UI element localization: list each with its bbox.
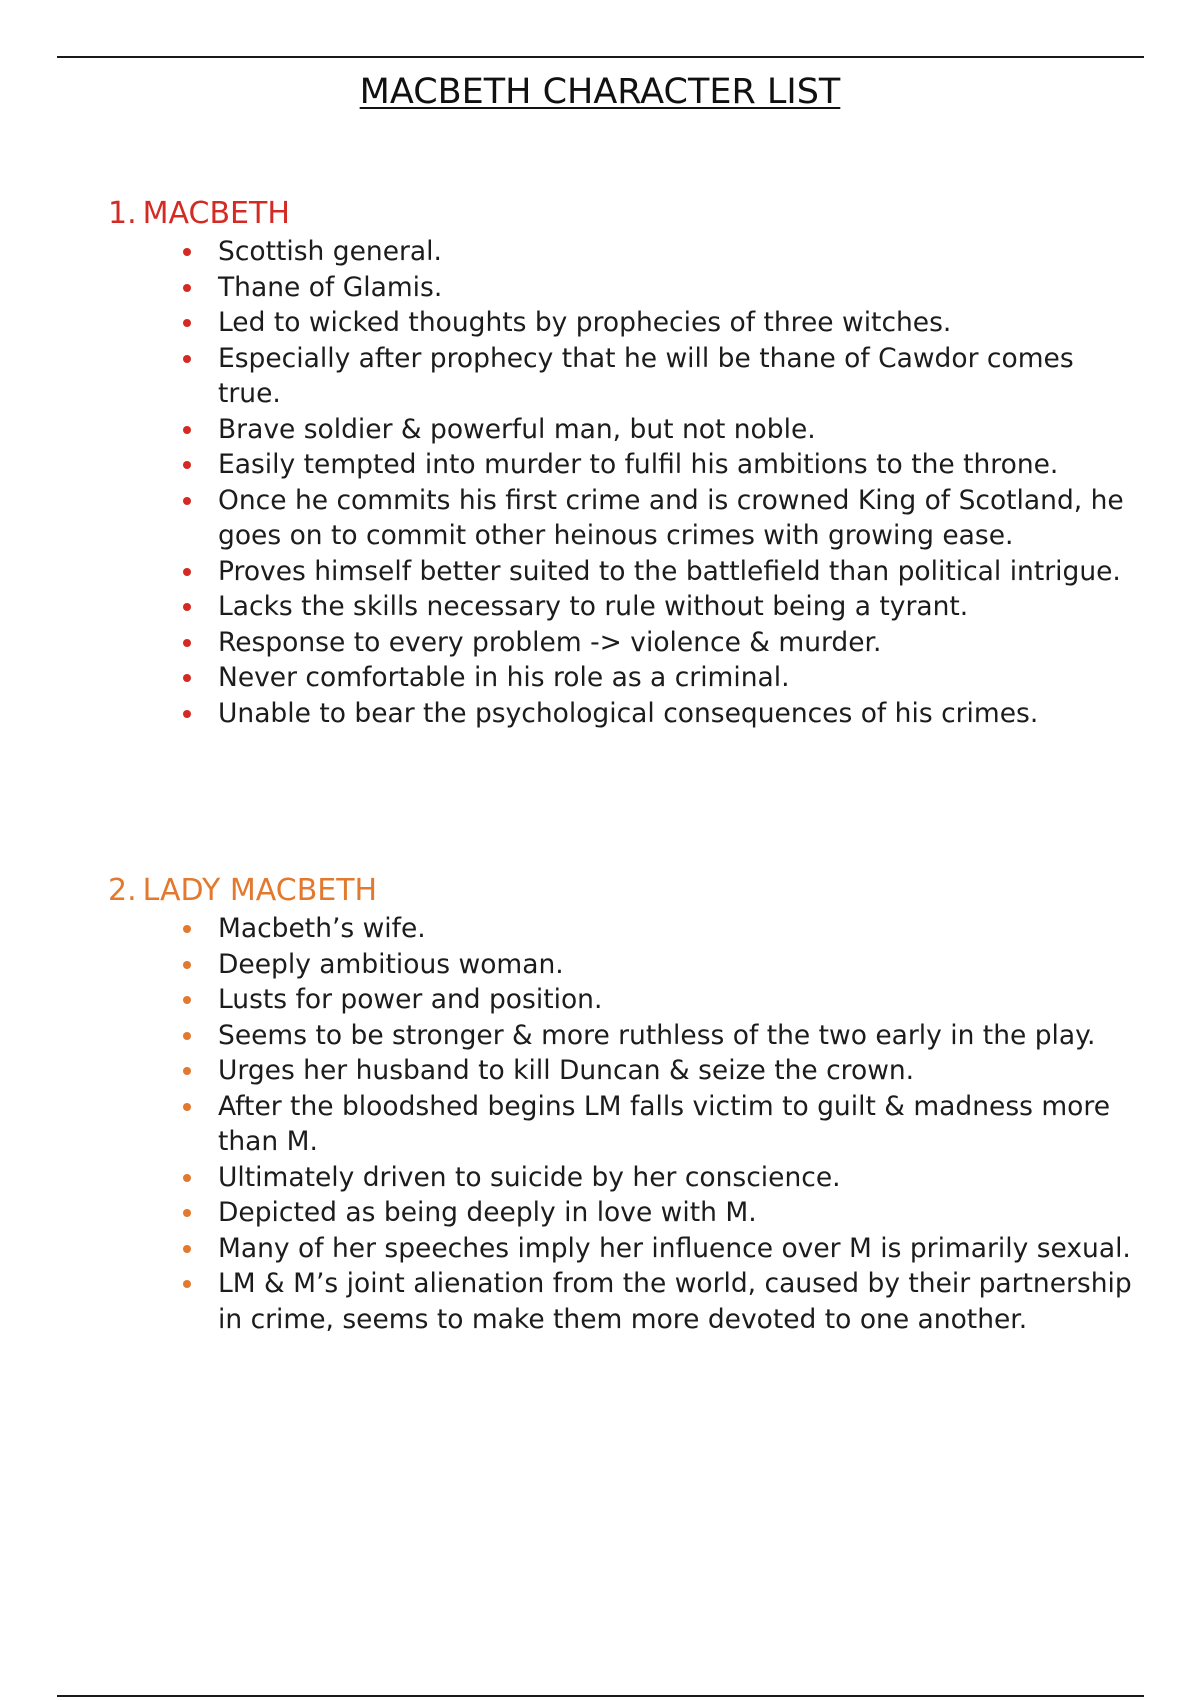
list-item: [218, 554, 1138, 590]
list-item-text: Lusts for power and position.: [218, 984, 603, 1015]
section-macbeth: [108, 194, 1138, 731]
list-item-text: Urges her husband to kill Duncan & seize the crown.: [218, 1055, 915, 1086]
bullet-icon: [183, 639, 191, 647]
list-item-text: Proves himself better suited to the battlefield than political intrigue.: [218, 555, 1121, 587]
section-heading: [108, 871, 1138, 911]
list-item-text: Lacks the skills necessary to rule without being a tyrant.: [218, 591, 969, 622]
bullet-icon: [183, 248, 191, 256]
bullet-icon: [183, 461, 191, 469]
section-number: 1.: [108, 196, 137, 231]
bullet-icon: [183, 1032, 191, 1040]
list-item: [218, 412, 1138, 448]
bullet-icon: [183, 497, 191, 505]
list-item-text: Seems to be stronger & more ruthless of the two early in the play.: [218, 1019, 1096, 1051]
list-item: [218, 589, 1138, 625]
list-item-text: LM & M’s joint alienation from the world, caused by their partnership in crime, seems to make them more devoted to one another.: [218, 1268, 1132, 1335]
bullet-icon: [183, 426, 191, 434]
list-item-text: Unable to bear the psychological consequences of his crimes.: [218, 697, 1039, 729]
list-item: [218, 1195, 1138, 1231]
bullet-icon: [183, 1209, 191, 1217]
list-item-text: Especially after prophecy that he will be thane of Cawdor comes true.: [218, 342, 1074, 409]
list-item-text: Macbeth’s wife.: [218, 913, 426, 944]
list-item-text: Scottish general.: [218, 236, 442, 267]
list-item-text: Never comfortable in his role as a criminal.: [218, 662, 790, 693]
page-title: MACBETH CHARACTER LIST: [359, 72, 841, 112]
list-item-text: Response to every problem -> violence & murder.: [218, 626, 882, 658]
list-item-text: Led to wicked thoughts by prophecies of three witches.: [218, 307, 952, 338]
list-item-text: Depicted as being deeply in love with M.: [218, 1197, 757, 1228]
list-item: [218, 911, 1138, 947]
list-item-text: Deeply ambitious woman.: [218, 948, 564, 980]
list-item: [218, 305, 1138, 341]
bottom-rule: [57, 1695, 1144, 1697]
list-item: [218, 1053, 1138, 1089]
list-item: [218, 947, 1138, 983]
list-item-text: Brave soldier & powerful man, but not noble.: [218, 413, 816, 445]
list-item: [218, 660, 1138, 696]
section-title: LADY MACBETH: [142, 873, 378, 908]
bullet-icon: [183, 603, 191, 611]
bullet-list: [108, 911, 1138, 1337]
bullet-icon: [183, 1174, 191, 1182]
list-item: [218, 341, 1138, 412]
bullet-icon: [183, 996, 191, 1004]
bullet-icon: [183, 1067, 191, 1075]
section-title: MACBETH: [142, 196, 290, 231]
bullet-icon: [183, 355, 191, 363]
section-lady-macbeth: [108, 871, 1138, 1337]
list-item: [218, 234, 1138, 270]
list-item-text: Thane of Glamis.: [218, 271, 443, 303]
bullet-icon: [183, 284, 191, 292]
list-item-text: Ultimately driven to suicide by her conscience.: [218, 1161, 841, 1193]
bullet-icon: [183, 1103, 191, 1111]
bullet-icon: [183, 710, 191, 718]
top-rule: [57, 56, 1144, 58]
bullet-icon: [183, 674, 191, 682]
section-number: 2.: [108, 873, 137, 908]
bullet-icon: [183, 1245, 191, 1253]
bullet-icon: [183, 961, 191, 969]
list-item: [218, 270, 1138, 306]
list-item-text: Easily tempted into murder to fulfil his ambitions to the throne.: [218, 449, 1059, 480]
list-item: [218, 696, 1138, 732]
list-item: [218, 483, 1138, 554]
list-item: [218, 1089, 1138, 1160]
bullet-icon: [183, 568, 191, 576]
bullet-icon: [183, 319, 191, 327]
list-item: [218, 1231, 1138, 1267]
list-item-text: Many of her speeches imply her influence over M is primarily sexual.: [218, 1232, 1131, 1264]
bullet-list: [108, 234, 1138, 731]
list-item: [218, 1018, 1138, 1054]
list-item: [218, 982, 1138, 1018]
bullet-icon: [183, 925, 191, 933]
list-item: [218, 625, 1138, 661]
list-item: [218, 1266, 1138, 1337]
list-item: [218, 1160, 1138, 1196]
list-item-text: Once he commits his first crime and is crowned King of Scotland, he goes on to commit other heinous crimes with growing ease.: [218, 484, 1124, 551]
bullet-icon: [183, 1280, 191, 1288]
section-heading: [108, 194, 1138, 234]
list-item-text: After the bloodshed begins LM falls victim to guilt & madness more than M.: [218, 1090, 1110, 1157]
list-item: [218, 447, 1138, 483]
